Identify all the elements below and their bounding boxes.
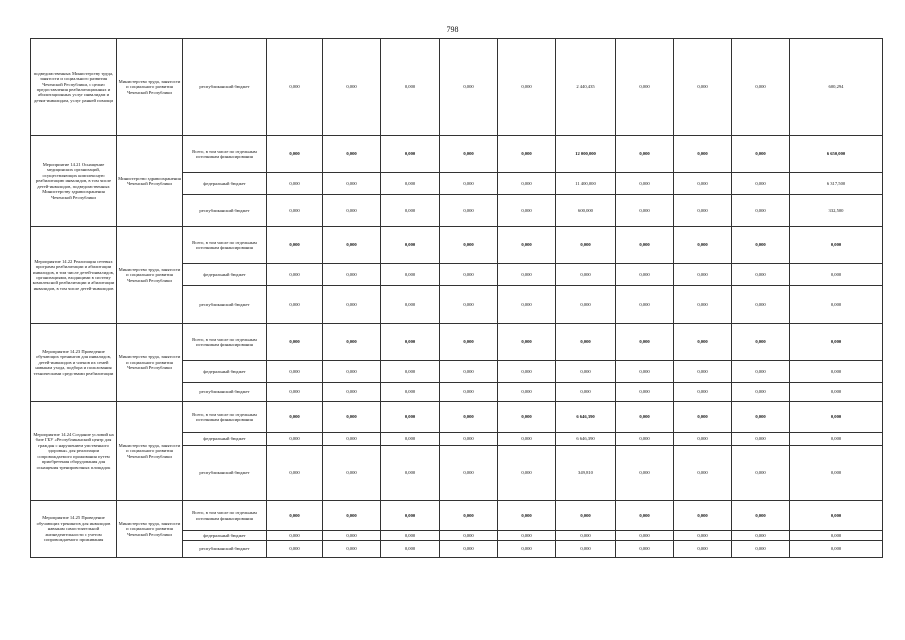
amount-cell: 0,000 xyxy=(323,501,381,531)
amount-cell: 0,000 xyxy=(790,383,883,402)
amount-cell: 0,000 xyxy=(732,286,790,324)
amount-cell: 0,000 xyxy=(674,361,732,383)
amount-cell: 0,000 xyxy=(381,195,440,227)
table-row xyxy=(31,227,883,264)
amount-cell: 0,000 xyxy=(381,324,440,361)
amount-cell: 0,000 xyxy=(267,531,323,541)
executor-cell: Министерство здравоохранения Чеченской Республики xyxy=(117,136,183,227)
amount-cell: 600,294 xyxy=(790,39,883,136)
amount-cell: 11 400,000 xyxy=(556,173,616,195)
amount-cell: 0,000 xyxy=(498,541,556,558)
funding-source-cell: федеральный бюджет xyxy=(183,173,267,195)
amount-cell: 0,000 xyxy=(732,324,790,361)
amount-cell: 0,000 xyxy=(674,531,732,541)
amount-cell: 0,000 xyxy=(556,264,616,286)
funding-source-cell: республиканский бюджет xyxy=(183,446,267,501)
amount-cell: 0,000 xyxy=(616,361,674,383)
amount-cell: 0,000 xyxy=(732,541,790,558)
amount-cell: 0,000 xyxy=(498,402,556,433)
amount-cell: 0,000 xyxy=(732,383,790,402)
amount-cell: 6 650,000 xyxy=(790,136,883,173)
funding-source-cell: федеральный бюджет xyxy=(183,264,267,286)
amount-cell: 0,000 xyxy=(267,361,323,383)
table-row xyxy=(31,402,883,433)
funding-source-cell: республиканский бюджет xyxy=(183,383,267,402)
amount-cell: 0,000 xyxy=(790,501,883,531)
amount-cell: 12 000,000 xyxy=(556,136,616,173)
amount-cell: 0,000 xyxy=(732,501,790,531)
amount-cell: 0,000 xyxy=(381,501,440,531)
amount-cell: 6 317,500 xyxy=(790,173,883,195)
amount-cell: 0,000 xyxy=(381,227,440,264)
funding-source-cell: федеральный бюджет xyxy=(183,531,267,541)
funding-source-cell: Всего, в том числе по отдельным источникам финансирования xyxy=(183,324,267,361)
amount-cell: 0,000 xyxy=(381,446,440,501)
amount-cell: 0,000 xyxy=(674,541,732,558)
amount-cell: 0,000 xyxy=(732,173,790,195)
amount-cell: 0,000 xyxy=(556,286,616,324)
amount-cell: 0,000 xyxy=(498,383,556,402)
executor-cell: Министерство труда, занятости и социального развития Чеченской Республики xyxy=(117,227,183,324)
amount-cell: 0,000 xyxy=(556,541,616,558)
amount-cell: 0,000 xyxy=(674,39,732,136)
amount-cell: 0,000 xyxy=(790,531,883,541)
amount-cell: 0,000 xyxy=(440,39,498,136)
amount-cell: 0,000 xyxy=(732,402,790,433)
amount-cell: 349,810 xyxy=(556,446,616,501)
amount-cell: 0,000 xyxy=(790,541,883,558)
amount-cell: 0,000 xyxy=(267,402,323,433)
amount-cell: 0,000 xyxy=(267,501,323,531)
amount-cell: 0,000 xyxy=(556,501,616,531)
amount-cell: 0,000 xyxy=(674,446,732,501)
amount-cell: 332,500 xyxy=(790,195,883,227)
funding-source-cell: федеральный бюджет xyxy=(183,361,267,383)
amount-cell: 0,000 xyxy=(616,383,674,402)
amount-cell: 0,000 xyxy=(323,383,381,402)
amount-cell: 0,000 xyxy=(790,446,883,501)
amount-cell: 0,000 xyxy=(498,227,556,264)
amount-cell: 0,000 xyxy=(556,324,616,361)
amount-cell: 0,000 xyxy=(498,195,556,227)
amount-cell: 0,000 xyxy=(498,136,556,173)
amount-cell: 0,000 xyxy=(440,324,498,361)
amount-cell: 0,000 xyxy=(732,227,790,264)
amount-cell: 0,000 xyxy=(323,402,381,433)
amount-cell: 0,000 xyxy=(498,433,556,446)
amount-cell: 0,000 xyxy=(556,383,616,402)
funding-source-cell: республиканский бюджет xyxy=(183,541,267,558)
budget-table xyxy=(30,38,883,558)
amount-cell: 0,000 xyxy=(790,361,883,383)
amount-cell: 0,000 xyxy=(381,286,440,324)
amount-cell: 0,000 xyxy=(440,361,498,383)
amount-cell: 0,000 xyxy=(616,501,674,531)
amount-cell: 0,000 xyxy=(323,324,381,361)
amount-cell: 0,000 xyxy=(440,402,498,433)
page-number: 798 xyxy=(446,25,459,34)
amount-cell: 0,000 xyxy=(790,264,883,286)
amount-cell: 0,000 xyxy=(267,39,323,136)
amount-cell: 0,000 xyxy=(616,39,674,136)
amount-cell: 0,000 xyxy=(498,446,556,501)
amount-cell: 0,000 xyxy=(732,531,790,541)
amount-cell: 0,000 xyxy=(616,227,674,264)
amount-cell: 0,000 xyxy=(674,402,732,433)
amount-cell: 0,000 xyxy=(790,433,883,446)
amount-cell: 0,000 xyxy=(440,501,498,531)
amount-cell: 0,000 xyxy=(498,324,556,361)
activity-name-cell: Мероприятие 14.25 Проведение обучающих тренингов для инвалидов навыкам самостоятельной жизнедеятельности с учетом сопровождаемого проживания xyxy=(31,501,117,558)
amount-cell: 0,000 xyxy=(440,195,498,227)
amount-cell: 0,000 xyxy=(381,361,440,383)
amount-cell: 0,000 xyxy=(790,227,883,264)
amount-cell: 0,000 xyxy=(732,39,790,136)
amount-cell: 0,000 xyxy=(674,264,732,286)
amount-cell: 0,000 xyxy=(556,361,616,383)
amount-cell: 0,000 xyxy=(323,361,381,383)
amount-cell: 0,000 xyxy=(381,264,440,286)
amount-cell: 0,000 xyxy=(498,286,556,324)
amount-cell: 2 440,435 xyxy=(556,39,616,136)
amount-cell: 0,000 xyxy=(381,402,440,433)
amount-cell: 0,000 xyxy=(790,402,883,433)
amount-cell: 0,000 xyxy=(732,195,790,227)
amount-cell: 0,000 xyxy=(267,195,323,227)
amount-cell: 0,000 xyxy=(323,531,381,541)
amount-cell: 0,000 xyxy=(381,383,440,402)
amount-cell: 0,000 xyxy=(616,531,674,541)
amount-cell: 0,000 xyxy=(323,286,381,324)
amount-cell: 0,000 xyxy=(790,324,883,361)
amount-cell: 0,000 xyxy=(267,383,323,402)
amount-cell: 0,000 xyxy=(323,39,381,136)
amount-cell: 0,000 xyxy=(440,227,498,264)
amount-cell: 0,000 xyxy=(616,173,674,195)
activity-name-cell: Мероприятие 14.22 Реализация сетевых программ реабилитации и абилитации инвалидов, в том числе детей-инвалидов, организациями, входящими в систему комплексной реабилитации и абилитации инвалидов, в том числе детей-инвалидов xyxy=(31,227,117,324)
amount-cell: 0,000 xyxy=(381,531,440,541)
amount-cell: 0,000 xyxy=(498,361,556,383)
funding-source-cell: республиканский бюджет xyxy=(183,39,267,136)
amount-cell: 0,000 xyxy=(616,136,674,173)
funding-source-cell: республиканский бюджет xyxy=(183,195,267,227)
amount-cell: 0,000 xyxy=(267,264,323,286)
amount-cell: 0,000 xyxy=(498,264,556,286)
amount-cell: 0,000 xyxy=(790,286,883,324)
amount-cell: 0,000 xyxy=(323,433,381,446)
amount-cell: 0,000 xyxy=(616,402,674,433)
amount-cell: 0,000 xyxy=(732,446,790,501)
amount-cell: 0,000 xyxy=(323,195,381,227)
amount-cell: 0,000 xyxy=(267,286,323,324)
amount-cell: 0,000 xyxy=(440,446,498,501)
funding-source-cell: федеральный бюджет xyxy=(183,433,267,446)
amount-cell: 0,000 xyxy=(674,433,732,446)
amount-cell: 0,000 xyxy=(498,501,556,531)
amount-cell: 0,000 xyxy=(440,541,498,558)
amount-cell: 0,000 xyxy=(616,446,674,501)
amount-cell: 6 646,390 xyxy=(556,433,616,446)
executor-cell: Министерство труда, занятости и социального развития Чеченской Республики xyxy=(117,39,183,136)
table-row xyxy=(31,39,883,136)
executor-cell: Министерство труда, занятости и социального развития Чеченской Республики xyxy=(117,324,183,402)
amount-cell: 600,000 xyxy=(556,195,616,227)
amount-cell: 0,000 xyxy=(498,173,556,195)
amount-cell: 0,000 xyxy=(616,541,674,558)
amount-cell: 0,000 xyxy=(674,286,732,324)
amount-cell: 0,000 xyxy=(381,433,440,446)
amount-cell: 0,000 xyxy=(616,433,674,446)
amount-cell: 0,000 xyxy=(381,173,440,195)
amount-cell: 0,000 xyxy=(267,136,323,173)
amount-cell: 0,000 xyxy=(674,195,732,227)
activity-name-cell: Мероприятие 14.24 Создание условий на базе ГБУ «Республиканский центр для граждан с нарушением умственного здоровья» для реализации сопровождаемого проживания путем приобретения оборудования для оснащения тренировочных площадок xyxy=(31,402,117,501)
amount-cell: 0,000 xyxy=(674,173,732,195)
funding-source-cell: Всего, в том числе по отдельным источникам финансирования xyxy=(183,227,267,264)
amount-cell: 0,000 xyxy=(323,227,381,264)
amount-cell: 0,000 xyxy=(267,227,323,264)
amount-cell: 0,000 xyxy=(440,264,498,286)
amount-cell: 0,000 xyxy=(323,173,381,195)
amount-cell: 0,000 xyxy=(732,361,790,383)
amount-cell: 0,000 xyxy=(267,173,323,195)
amount-cell: 0,000 xyxy=(674,227,732,264)
amount-cell: 0,000 xyxy=(440,531,498,541)
activity-name-cell: Мероприятие 14.21 Оснащение медицинских организаций, осуществляющих комплексную реабилитацию инвалидов, в том числе детей-инвалидов, подведомственных Министерству здравоохранения Чеченской Республики xyxy=(31,136,117,227)
amount-cell: 0,000 xyxy=(616,264,674,286)
amount-cell: 0,000 xyxy=(498,531,556,541)
amount-cell: 0,000 xyxy=(556,531,616,541)
amount-cell: 0,000 xyxy=(732,264,790,286)
amount-cell: 0,000 xyxy=(440,286,498,324)
amount-cell: 0,000 xyxy=(616,286,674,324)
amount-cell: 0,000 xyxy=(674,383,732,402)
amount-cell: 0,000 xyxy=(440,383,498,402)
amount-cell: 0,000 xyxy=(674,501,732,531)
amount-cell: 0,000 xyxy=(381,39,440,136)
amount-cell: 0,000 xyxy=(381,541,440,558)
activity-name-cell: Мероприятие 14.23 Проведение обучающих тренингов для инвалидов, детей-инвалидов и членов их семей навыкам ухода, подбора и пользования техническими средствами реабилитации xyxy=(31,324,117,402)
amount-cell: 0,000 xyxy=(267,446,323,501)
table-row xyxy=(31,501,883,531)
amount-cell: 0,000 xyxy=(556,227,616,264)
amount-cell: 0,000 xyxy=(323,136,381,173)
amount-cell: 0,000 xyxy=(732,136,790,173)
amount-cell: 0,000 xyxy=(440,433,498,446)
executor-cell: Министерство труда, занятости и социального развития Чеченской Республики xyxy=(117,402,183,501)
funding-source-cell: Всего, в том числе по отдельным источникам финансирования xyxy=(183,136,267,173)
amount-cell: 6 646,390 xyxy=(556,402,616,433)
amount-cell: 0,000 xyxy=(616,195,674,227)
funding-source-cell: Всего, в том числе по отдельным источникам финансирования xyxy=(183,501,267,531)
amount-cell: 0,000 xyxy=(674,324,732,361)
amount-cell: 0,000 xyxy=(498,39,556,136)
amount-cell: 0,000 xyxy=(440,173,498,195)
activity-name-cell: подведомственных Министерству труда, занятости и социального развития Чеченской Республики, с целью предоставления реабилитационных и абилитационных услуг инвалидам и детям-инвалидам, услуг ранней помощи xyxy=(31,39,117,136)
amount-cell: 0,000 xyxy=(323,541,381,558)
amount-cell: 0,000 xyxy=(267,541,323,558)
amount-cell: 0,000 xyxy=(732,433,790,446)
amount-cell: 0,000 xyxy=(616,324,674,361)
funding-source-cell: Всего, в том числе по отдельным источникам финансирования xyxy=(183,402,267,433)
amount-cell: 0,000 xyxy=(323,446,381,501)
executor-cell: Министерство труда, занятости и социального развития Чеченской Республики xyxy=(117,501,183,558)
amount-cell: 0,000 xyxy=(440,136,498,173)
amount-cell: 0,000 xyxy=(267,324,323,361)
amount-cell: 0,000 xyxy=(323,264,381,286)
amount-cell: 0,000 xyxy=(674,136,732,173)
amount-cell: 0,000 xyxy=(381,136,440,173)
amount-cell: 0,000 xyxy=(267,433,323,446)
funding-source-cell: республиканский бюджет xyxy=(183,286,267,324)
table-row xyxy=(31,324,883,361)
table-row xyxy=(31,136,883,173)
